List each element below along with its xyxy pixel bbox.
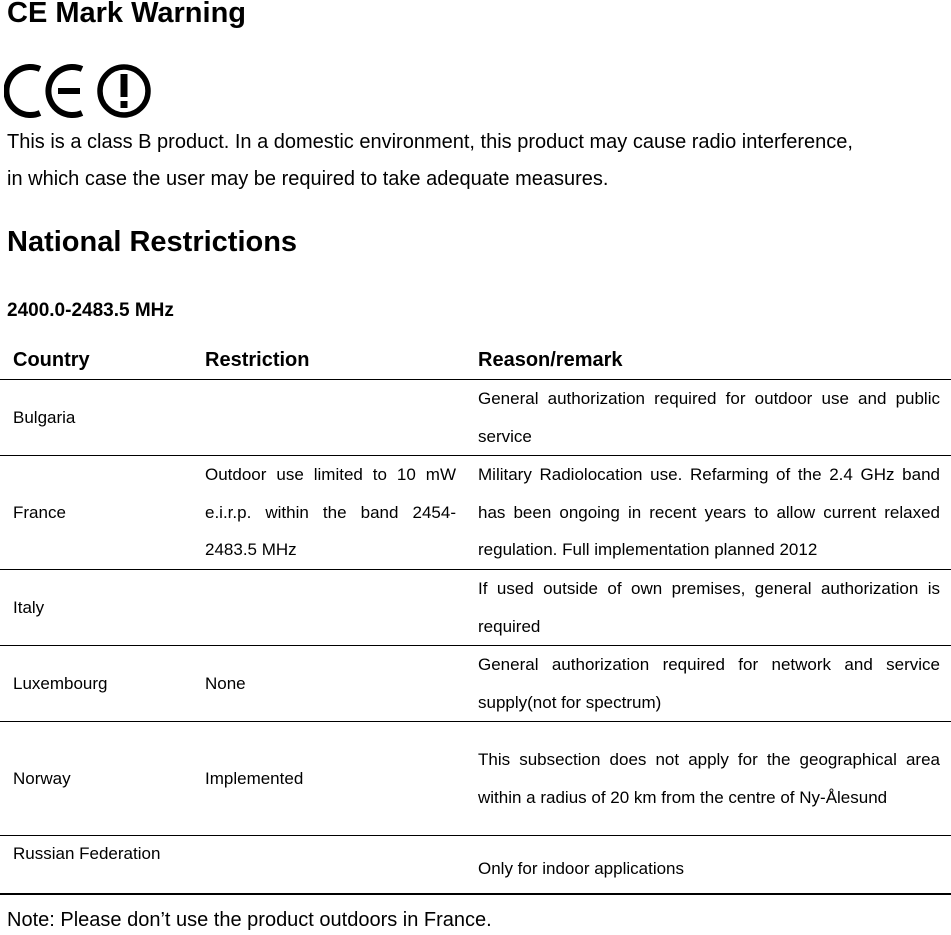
ce-warning-title: CE Mark Warning [7, 0, 247, 29]
france-note: Note: Please don’t use the product outdoors in France. [7, 909, 492, 931]
paragraph-line: This is a class B product. In a domestic environment, this product may cause radio interference, [7, 131, 853, 153]
restriction-cell: Outdoor use limited to 10 mW e.i.r.p. within the band 2454-2483.5 MHz [192, 456, 466, 570]
header-restriction: Restriction [192, 341, 466, 380]
national-restrictions-title: National Restrictions [7, 226, 298, 258]
country-cell: France [0, 456, 192, 570]
country-cell: Norway [0, 722, 192, 836]
table-row [0, 380, 951, 456]
table-row [0, 570, 951, 646]
paragraph-line: in which case the user may be required to take adequate measures. [7, 168, 609, 190]
reason-cell: Military Radiolocation use. Refarming of the 2.4 GHz band has been ongoing in recent years to allow current relaxed regulation. Full implementation planned 2012 [466, 456, 951, 570]
class-b-paragraph [7, 124, 937, 198]
restriction-cell: None [192, 646, 466, 722]
ce-logo [4, 62, 154, 120]
frequency-band-heading: 2400.0-2483.5 MHz [7, 300, 174, 321]
restriction-cell [192, 380, 466, 456]
table-row [0, 722, 951, 836]
reason-cell: This subsection does not apply for the geographical area within a radius of 20 km from the centre of Ny-Ålesund [466, 722, 951, 836]
table-row [0, 646, 951, 722]
country-cell: Bulgaria [0, 380, 192, 456]
reason-cell: General authorization required for network and service supply(not for spectrum) [466, 646, 951, 722]
country-cell: Russian Federation [0, 836, 192, 895]
reason-cell: Only for indoor applications [466, 836, 951, 895]
restriction-cell: Implemented [192, 722, 466, 836]
restrictions-table-wrapper [0, 341, 951, 895]
table-row [0, 456, 951, 570]
reason-cell: If used outside of own premises, general authorization is required [466, 570, 951, 646]
country-cell: Italy [0, 570, 192, 646]
country-cell: Luxembourg [0, 646, 192, 722]
reason-cell: General authorization required for outdoor use and public service [466, 380, 951, 456]
header-reason: Reason/remark [466, 341, 951, 380]
ce-mark-icon [6, 67, 82, 115]
restriction-cell [192, 836, 466, 895]
restriction-cell [192, 570, 466, 646]
alert-circle-icon [100, 67, 148, 115]
restrictions-table [0, 341, 951, 895]
header-country: Country [0, 341, 192, 380]
table-header-row [0, 341, 951, 380]
table-row [0, 836, 951, 895]
